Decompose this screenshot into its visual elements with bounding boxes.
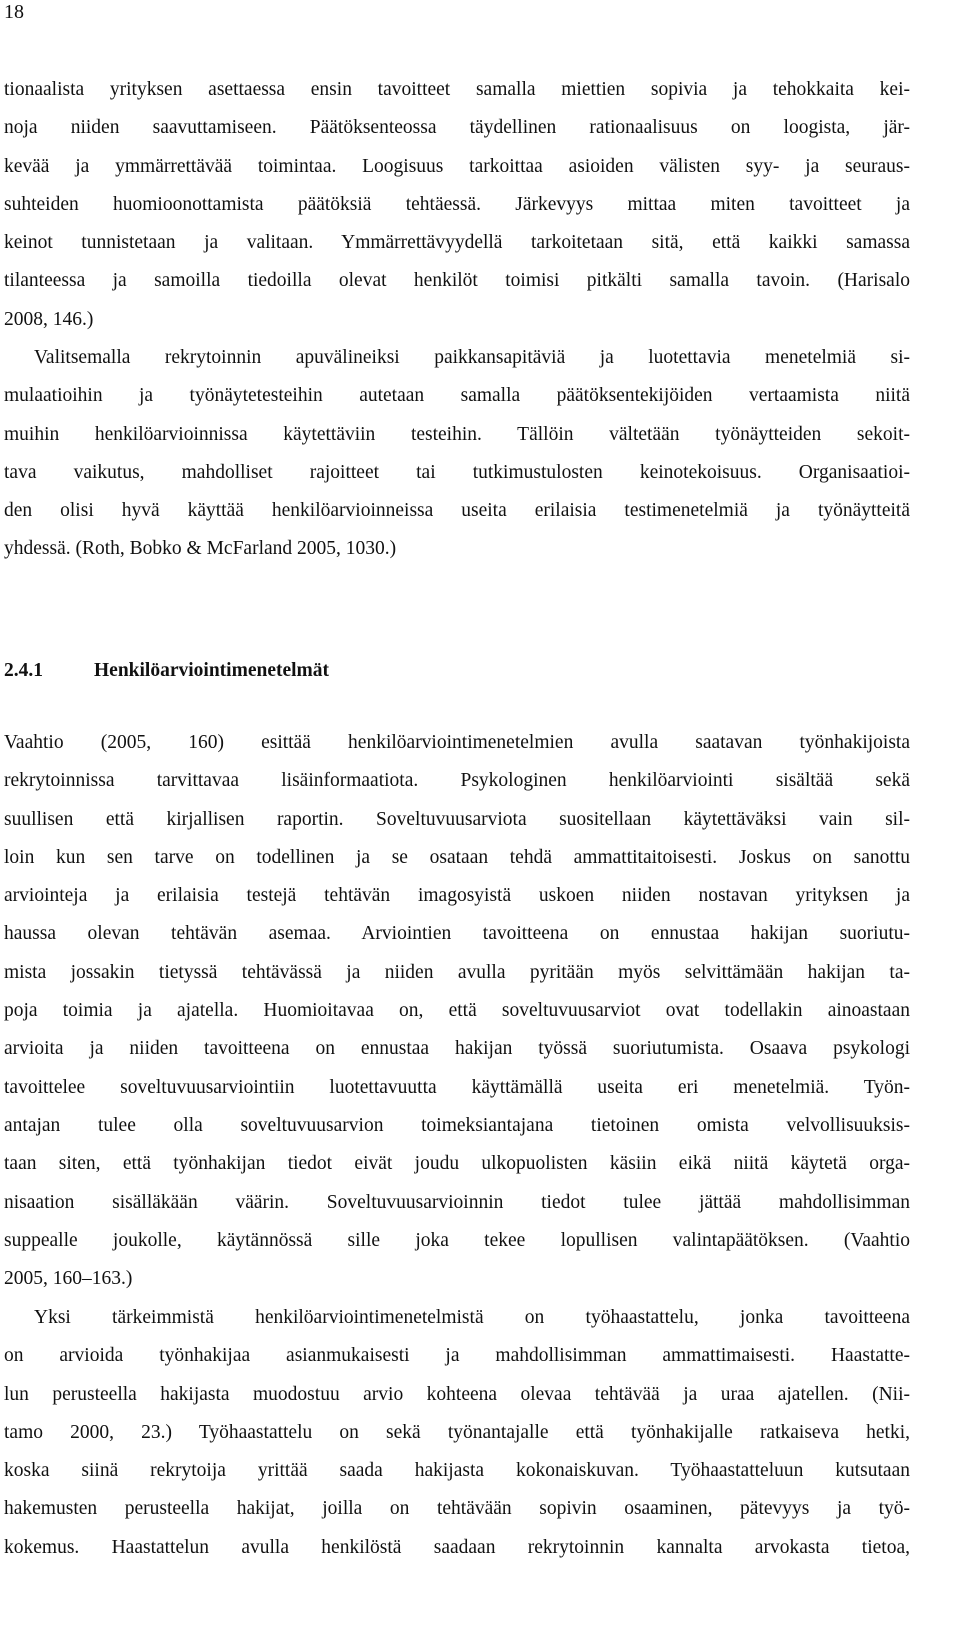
text-line: lun perusteella hakijasta muodostuu arvio kohteena olevaa tehtävää ja uraa ajatellen. (Nii- xyxy=(4,1383,910,1405)
text-line: haussa olevan tehtävän asemaa. Arviointien tavoitteena on ennustaa hakijan suoriutu- xyxy=(4,923,910,945)
section-title: Henkilöarviointimenetelmät xyxy=(94,660,330,681)
text-line: noja niiden saavuttamiseen. Päätöksenteossa täydellinen rationaalisuus on loogista, jär- xyxy=(4,117,910,139)
text-line: 2008, 146.) xyxy=(4,308,94,330)
text-line: tava vaikutus, mahdolliset rajoitteet tai tutkimustulosten keinotekoisuus. Organisaatioi- xyxy=(4,461,910,483)
text-line: kokemus. Haastattelun avulla henkilöstä saadaan rekrytoinnin kannalta arvokasta tietoa, xyxy=(4,1536,910,1558)
text-line: on arvioida työnhakijaa asianmukaisesti ja mahdollisimman ammattimaisesti. Haastatte- xyxy=(4,1345,910,1367)
section-heading xyxy=(4,652,910,690)
text-line: loin kun sen tarve on todellinen ja se osataan tehdä ammattitaitoisesti. Joskus on sanottu xyxy=(4,846,910,868)
text-line: mista jossakin tietyssä tehtävässä ja niiden avulla pyritään myös selvittämään hakijan ta- xyxy=(4,961,910,983)
text-line: tavoittelee soveltuvuusarviointiin luotettavuutta käyttämällä useita eri menetelmiä. Työn- xyxy=(4,1076,910,1098)
text-line: koska siinä rekrytoija yrittää saada hakijasta kokonaiskuvan. Työhaastatteluun kutsutaan xyxy=(4,1460,910,1482)
text-line: hakemusten perusteella hakijat, joilla on tehtävään sopivin osaaminen, pätevyys ja työ- xyxy=(4,1498,910,1520)
text-line: keinot tunnistetaan ja valitaan. Ymmärrettävyydellä tarkoitetaan sitä, että kaikki samassa xyxy=(4,232,910,254)
text-line: Valitsemalla rekrytoinnin apuvälineiksi paikkansapitäviä ja luotettavia menetelmiä si- xyxy=(34,347,910,368)
text-line: den olisi hyvä käyttää henkilöarvioinneissa useita erilaisia testimenetelmiä ja työnäytteitä xyxy=(4,500,910,522)
section-number: 2.4.1 xyxy=(4,660,43,681)
text-line: rekrytoinnissa tarvittavaa lisäinformaatiota. Psykologinen henkilöarviointi sisältää sekä xyxy=(4,770,910,792)
text-line: suullisen että kirjallisen raportin. Soveltuvuusarviota suositellaan käytettäväksi vain sil- xyxy=(4,808,910,830)
text-line: suppealle joukolle, käytännössä sille joka tekee lopullisen valintapäätöksen. (Vaahtio xyxy=(4,1229,910,1251)
text-line: antajan tulee olla soveltuvuusarvion toimeksiantajana tietoinen omista velvollisuuksis- xyxy=(4,1114,910,1136)
text-line: mulaatioihin ja työnäytetesteihin autetaan samalla päätöksentekijöiden vertaamista niitä xyxy=(4,385,910,407)
paragraph-3 xyxy=(4,724,910,1298)
text-line: kevää ja ymmärrettävää toimintaa. Loogisuus tarkoittaa asioiden välisten syy- ja seuraus- xyxy=(4,155,910,177)
paragraph-2 xyxy=(4,339,910,569)
text-line: tilanteessa ja samoilla tiedoilla olevat henkilöt toimisi pitkälti samalla tavoin. (Harisalo xyxy=(4,270,910,292)
text-line: suhteiden huomioonottamista päätöksiä tehtäessä. Järkevyys mittaa miten tavoitteet ja xyxy=(4,193,910,215)
text-line: tamo 2000, 23.) Työhaastattelu on sekä työnantajalle että työnhakijalle ratkaiseva hetki, xyxy=(4,1421,910,1443)
text-line: poja toimia ja ajatella. Huomioitavaa on, että soveltuvuusarviot ovat todellakin ainoastaan xyxy=(4,1000,910,1022)
page-number: 18 xyxy=(4,1,24,23)
text-line: arvioita ja niiden tavoitteena on ennustaa hakijan työssä suoriutumista. Osaava psykologi xyxy=(4,1038,910,1060)
text-line: tionaalista yrityksen asettaessa ensin tavoitteet samalla miettien sopivia ja tehokkaita kei- xyxy=(4,79,910,100)
paragraph-1 xyxy=(4,71,910,339)
text-line: taan siten, että työnhakijan tiedot eivät joudu ulkopuolisten käsiin eikä niitä käytetä orga- xyxy=(4,1153,910,1175)
text-line: muihin henkilöarvioinnissa käytettäviin testeihin. Tällöin vältetään työnäytteiden sekoit- xyxy=(4,423,910,445)
text-line: Yksi tärkeimmistä henkilöarviointimenetelmistä on työhaastattelu, jonka tavoitteena xyxy=(34,1307,910,1328)
text-line: Vaahtio (2005, 160) esittää henkilöarviointimenetelmien avulla saatavan työnhakijoista xyxy=(4,732,910,753)
text-line: arviointeja ja erilaisia testejä tehtävän imagosyistä uskoen niiden nostavan yrityksen ja xyxy=(4,885,910,907)
text-line: yhdessä. (Roth, Bobko & McFarland 2005, 1030.) xyxy=(4,538,397,560)
text-line: 2005, 160–163.) xyxy=(4,1268,133,1290)
text-line: nisaation sisälläkään väärin. Soveltuvuusarvioinnin tiedot tulee jättää mahdollisimman xyxy=(4,1191,910,1213)
paragraph-4 xyxy=(4,1299,910,1567)
